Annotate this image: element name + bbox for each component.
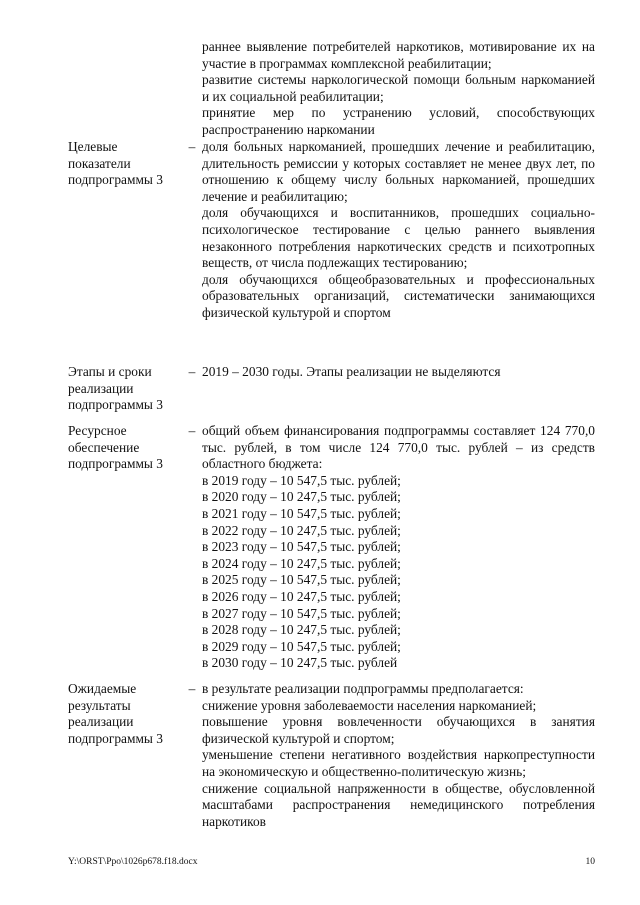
section-label: Целевые показатели подпрограммы 3	[68, 139, 163, 188]
section-value	[202, 139, 595, 322]
paragraph: доля обучающихся и воспитанников, прошедших социально-психологическое тестирование с целью раннего выявления незаконного потребления наркотических средств и психотропных веществ, от числа подлежащих тестированию;	[202, 205, 595, 271]
page-number: 10	[585, 857, 595, 867]
funding-year: в 2023 году – 10 547,5 тыс. рублей;	[202, 539, 401, 555]
funding-year: в 2019 году – 10 547,5 тыс. рублей;	[202, 472, 401, 488]
dash: –	[188, 681, 196, 696]
section-value	[202, 364, 595, 381]
section-value	[202, 423, 595, 672]
paragraph: принятие мер по устранению условий, способствующих распространению наркомании	[202, 105, 595, 137]
section-value	[202, 681, 595, 830]
paragraph: уменьшение степени негативного воздействия наркопреступности на экономическую и общественно-политическую жизнь;	[202, 747, 595, 779]
funding-year: в 2030 году – 10 247,5 тыс. рублей	[202, 655, 398, 671]
paragraph: снижение социальной напряженности в обществе, обусловленной масштабами распространения немедицинского потребления наркотиков	[202, 780, 595, 829]
paragraph: развитие системы наркологической помощи больным наркоманией и их социальной реабилитации;	[202, 72, 595, 104]
dash: –	[188, 423, 196, 438]
paragraph: доля обучающихся общеобразовательных и профессиональных образовательных организаций, систематически занимающихся физической культурой и спортом	[202, 271, 595, 320]
paragraph: доля больных наркоманией, прошедших лечение и реабилитацию, длительность ремиссии у которых составляет не менее двух лет, по отношению к общему числу больных наркоманией, прошедших лечение и реабилитацию;	[202, 139, 595, 204]
section-label: Ресурсное обеспечение подпрограммы 3	[68, 423, 163, 472]
paragraph: общий объем финансирования подпрограммы составляет 124 770,0 тыс. рублей, в том числе 124 770,0 тыс. рублей – из средств областного бюджета:	[202, 423, 595, 472]
funding-year: в 2029 году – 10 547,5 тыс. рублей;	[202, 638, 401, 654]
funding-year: в 2027 году – 10 547,5 тыс. рублей;	[202, 605, 401, 621]
paragraph: снижение уровня заболеваемости населения наркоманией;	[202, 697, 537, 713]
section-label: Ожидаемые результаты реализации подпрограммы 3	[68, 681, 163, 746]
continuation-text	[202, 39, 595, 139]
paragraph: в результате реализации подпрограммы предполагается:	[202, 681, 524, 696]
paragraph: 2019 – 2030 годы. Этапы реализации не выделяются	[202, 364, 501, 379]
funding-year: в 2022 году – 10 247,5 тыс. рублей;	[202, 522, 401, 538]
dash: –	[188, 364, 196, 379]
file-path: Y:\ORST\Ppo\1026p678.f18.docx	[68, 857, 198, 867]
paragraph: раннее выявление потребителей наркотиков, мотивирование их на участие в программах комплексной реабилитации;	[202, 39, 595, 71]
funding-year: в 2024 году – 10 247,5 тыс. рублей;	[202, 555, 401, 571]
funding-year: в 2028 году – 10 247,5 тыс. рублей;	[202, 622, 401, 638]
funding-year: в 2021 году – 10 547,5 тыс. рублей;	[202, 505, 401, 521]
section-label: Этапы и сроки реализации подпрограммы 3	[68, 364, 163, 413]
paragraph: повышение уровня вовлеченности обучающихся в занятия физической культурой и спортом;	[202, 714, 595, 746]
funding-year: в 2020 году – 10 247,5 тыс. рублей;	[202, 489, 401, 505]
funding-year: в 2025 году – 10 547,5 тыс. рублей;	[202, 572, 401, 588]
funding-year: в 2026 году – 10 247,5 тыс. рублей;	[202, 588, 401, 604]
dash: –	[188, 139, 196, 154]
